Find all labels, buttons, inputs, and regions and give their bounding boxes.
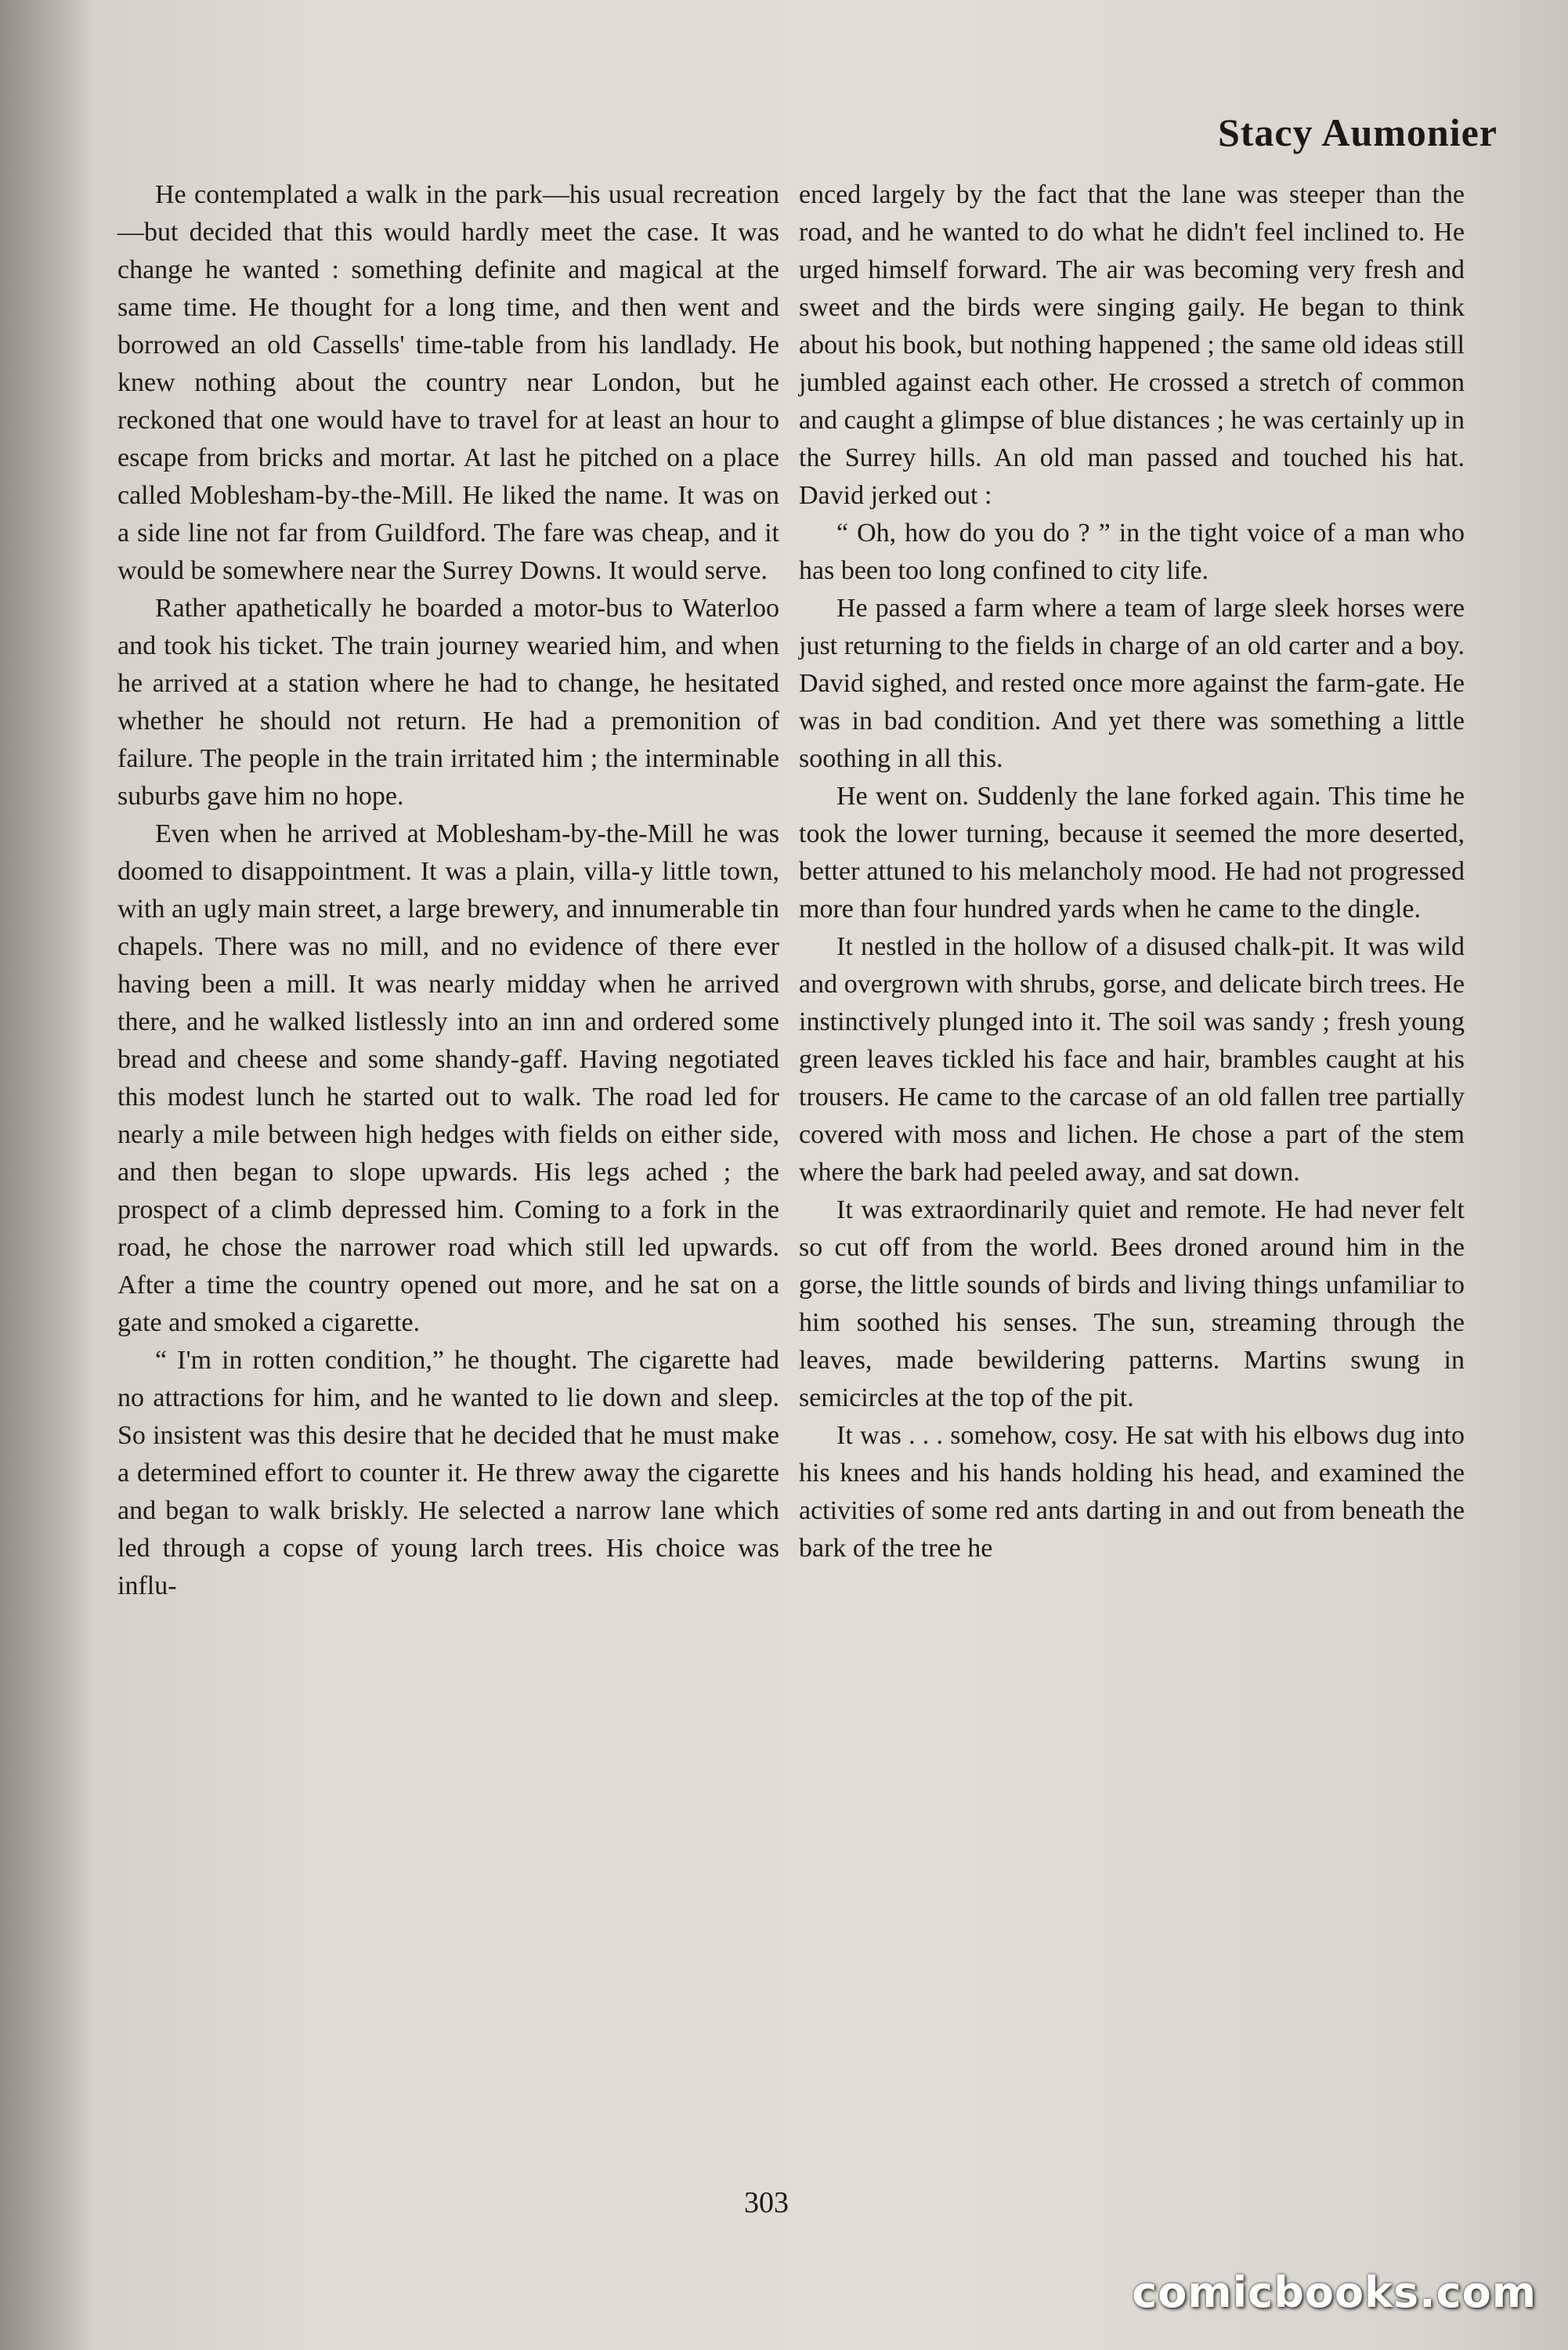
paragraph: Rather apathetically he boarded a motor-bus to Waterloo and took his ticket. The train journey wearied him, and when he arrived at a station where he had to change, he hesitated whether he should not return. He had a premonition of failure. The people in the train irritated him ; the interminable suburbs gave him no hope. [117, 594, 779, 811]
paragraph: He contemplated a walk in the park—his usual recreation—but decided that this would hardly meet the case. It was change he wanted : something definite and magical at the same time. He thought for a long time, and then went and borrowed an old Cassells' time-table from his landlady. He knew nothing about the country near London, but he reckoned that one would have to travel for at least an hour to escape from bricks and mortar. At last he pitched on a place called Moblesham-by-the-Mill. He liked the name. It was on a side line not far from Guildford. The fare was cheap, and it would be somewhere near the Surrey Downs. It would serve. [117, 180, 779, 585]
paragraph: Even when he arrived at Moblesham-by-the-Mill he was doomed to disappointment. It was a plain, villa-y little town, with an ugly main street, a large brewery, and innumerable tin chapels. There was no mill, and no evidence of there ever having been a mill. It was nearly midday when he arrived there, and he walked listlessly into an inn and ordered some bread and cheese and some shandy-gaff. Having negotiated this modest lunch he started out to walk. The road led for nearly a mile between high hedges with fields on either side, and then began to slope upwards. His legs ached ; the prospect of a climb depressed him. Coming to a fork in the road, he chose the narrower road which still led upwards. After a time the country opened out more, and he sat on a gate and smoked a cigarette. [117, 819, 779, 1337]
paragraph: He went on. Suddenly the lane forked again. This time he took the lower turning, because it seemed the more deserted, better attuned to his melancholy mood. He had not progressed more than four hundred yards when he came to the dingle. [799, 782, 1465, 924]
right-column [799, 176, 1465, 1567]
paragraph: He passed a farm where a team of large sleek horses were just returning to the fields in charge of an old carter and a boy. David sighed, and rested once more against the farm-gate. He was in bad condition. And yet there was something a little soothing in all this. [799, 594, 1465, 773]
paragraph: “ I'm in rotten condition,” he thought. The cigarette had no attractions for him, and he wanted to lie down and sleep. So insistent was this desire that he decided that he must make a determined effort to counter it. He threw away the cigarette and began to walk briskly. He selected a narrow lane which led through a copse of young larch trees. His choice was influ- [117, 1346, 779, 1600]
page-number: 303 [744, 2186, 789, 2219]
paragraph-continued: enced largely by the fact that the lane was steeper than the road, and he wanted to do what he didn't feel inclined to. He urged himself forward. The air was becoming very fresh and sweet and the birds were singing gaily. He began to think about his book, but nothing happened ; the same old ideas still jumbled against each other. He crossed a stretch of common and caught a glimpse of blue distances ; he was certainly up in the Surrey hills. An old man passed and touched his hat. David jerked out : [799, 180, 1465, 510]
paragraph: It was . . . somehow, cosy. He sat with his elbows dug into his knees and his hands holding his head, and examined the activities of some red ants darting in and out from beneath the bark of the tree he [799, 1421, 1465, 1563]
paragraph: It nestled in the hollow of a disused chalk-pit. It was wild and overgrown with shrubs, gorse, and delicate birch trees. He instinctively plunged into it. The soil was sandy ; fresh young green leaves tickled his face and hair, brambles caught at his trousers. He came to the carcase of an old fallen tree partially covered with moss and lichen. He chose a part of the stem where the bark had peeled away, and sat down. [799, 932, 1465, 1187]
left-column [117, 176, 779, 1605]
paragraph: It was extraordinarily quiet and remote. He had never felt so cut off from the world. Bees droned around him in the gorse, the little sounds of birds and living things unfamiliar to him soothed his senses. The sun, streaming through the leaves, made bewildering patterns. Martins swung in semicircles at the top of the pit. [799, 1195, 1465, 1412]
running-head: Stacy Aumonier [1217, 110, 1498, 154]
paragraph: “ Oh, how do you do ? ” in the tight voice of a man who has been too long confined to city life. [799, 519, 1465, 585]
gutter-shadow [0, 0, 94, 2350]
watermark: comicbooks.com [1132, 2268, 1537, 2317]
